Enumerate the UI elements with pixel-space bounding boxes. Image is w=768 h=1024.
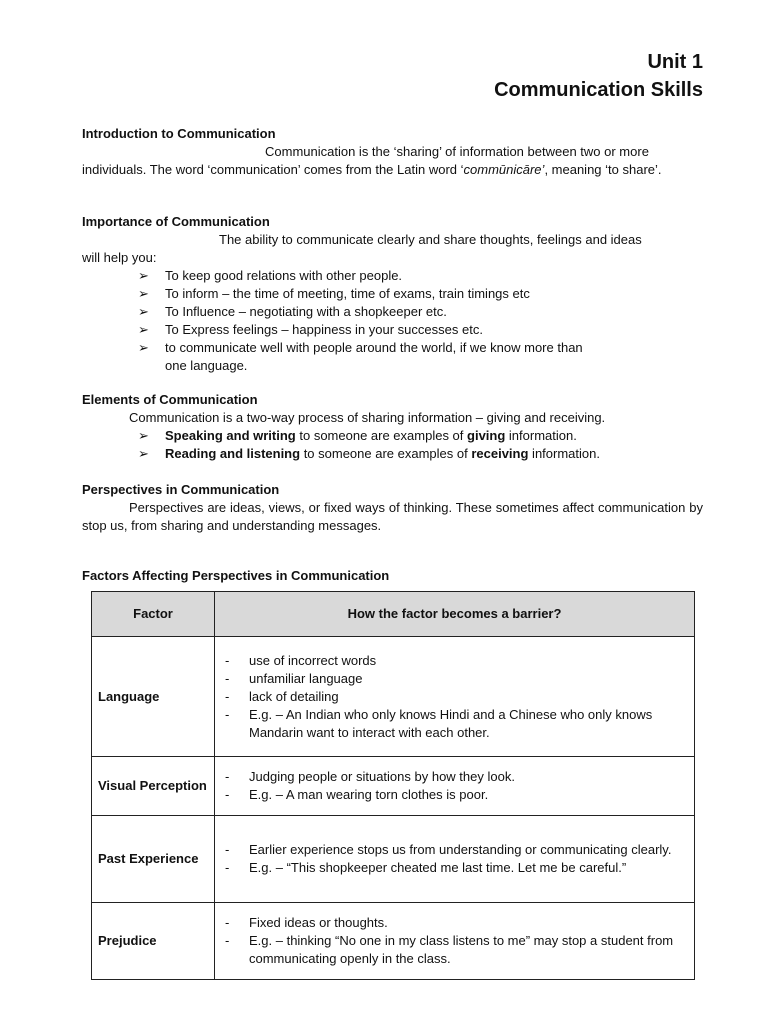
- intro-heading: Introduction to Communication: [82, 126, 276, 141]
- importance-para-line2: will help you:: [82, 250, 157, 265]
- barrier-cell: [215, 903, 695, 980]
- factors-table: [91, 591, 695, 980]
- unit-title: Communication Skills: [494, 79, 703, 101]
- arrow-bullet-icon: ➢: [138, 304, 149, 319]
- latin-word: commūnicāre’: [463, 162, 545, 177]
- header-barrier: How the factor becomes a barrier?: [215, 592, 695, 637]
- list-item: ➢ Speaking and writing to someone are examples of giving information.: [138, 428, 577, 443]
- arrow-bullet-icon: ➢: [138, 286, 149, 301]
- table-row: [92, 903, 695, 980]
- list-item: - E.g. – “This shopkeeper cheated me last time. Let me be careful.”: [225, 860, 627, 875]
- intro-section: [82, 125, 703, 179]
- intro-para-line1: Communication is the ‘sharing’ of information between two or more: [265, 144, 649, 159]
- arrow-bullet-icon: ➢: [138, 340, 149, 355]
- header-factor: Factor: [92, 592, 215, 637]
- list-item: ➢ To Influence – negotiating with a shopkeeper etc.: [138, 304, 447, 319]
- perspectives-heading: Perspectives in Communication: [82, 482, 280, 497]
- arrow-bullet-icon: ➢: [138, 268, 149, 283]
- list-item: - lack of detailing: [225, 688, 339, 704]
- factor-cell: Language: [92, 637, 215, 757]
- page-title: [494, 48, 703, 104]
- barrier-cell: [215, 816, 695, 903]
- factor-cell: Past Experience: [92, 816, 215, 903]
- arrow-bullet-icon: ➢: [138, 446, 149, 461]
- list-item: ➢ To inform – the time of meeting, time of exams, train timings etc: [138, 286, 530, 301]
- intro-text-b: , meaning ‘to share’.: [544, 162, 662, 177]
- importance-para-line1: The ability to communicate clearly and share thoughts, feelings and ideas: [219, 232, 642, 247]
- importance-section: [82, 213, 703, 375]
- factor-cell: Visual Perception: [92, 757, 215, 816]
- elements-heading: Elements of Communication: [82, 392, 258, 407]
- factors-heading: Factors Affecting Perspectives in Communication: [82, 568, 390, 583]
- intro-text-a: individuals. The word ‘communication’ comes from the Latin word ‘: [82, 162, 464, 177]
- list-item: - E.g. – thinking “No one in my class listens to me” may stop a student from communicating openly in the class.: [225, 933, 674, 966]
- list-item: - Fixed ideas or thoughts.: [225, 915, 388, 930]
- list-item: ➢ Reading and listening to someone are examples of receiving information.: [138, 446, 600, 461]
- barrier-cell: [215, 757, 695, 816]
- list-item: - Judging people or situations by how they look.: [225, 769, 515, 784]
- unit-number: Unit 1: [647, 51, 703, 73]
- factor-cell: Prejudice: [92, 903, 215, 980]
- importance-heading: Importance of Communication: [82, 214, 270, 229]
- table-row: [92, 816, 695, 903]
- table-header-row: [92, 592, 695, 637]
- table-row: [92, 757, 695, 816]
- list-item: - E.g. – A man wearing torn clothes is poor.: [225, 787, 489, 802]
- elements-section: [82, 391, 703, 463]
- list-item: - use of incorrect words: [225, 652, 377, 668]
- table-row: [92, 637, 695, 757]
- list-item: ➢ To Express feelings – happiness in your successes etc.: [138, 322, 483, 337]
- barrier-cell: [215, 637, 695, 757]
- perspectives-para: Perspectives are ideas, views, or fixed ways of thinking. These sometimes affect communication by stop us, from sharing and understanding messages.: [82, 500, 703, 533]
- elements-list: [82, 427, 703, 463]
- arrow-bullet-icon: ➢: [138, 322, 149, 337]
- perspectives-section: [82, 481, 703, 535]
- arrow-bullet-icon: ➢: [138, 428, 149, 443]
- list-item: - unfamiliar language: [225, 670, 363, 686]
- intro-para-rest: [82, 161, 703, 179]
- importance-list: [82, 267, 703, 375]
- list-item: - E.g. – An Indian who only knows Hindi and a Chinese who only knows Mandarin want to interact with each other.: [225, 706, 653, 740]
- list-item: ➢ to communicate well with people around the world, if we know more than one language.: [138, 340, 583, 373]
- list-item: ➢ To keep good relations with other people.: [138, 268, 403, 283]
- elements-para: Communication is a two-way process of sharing information – giving and receiving.: [129, 410, 606, 425]
- list-item: - Earlier experience stops us from understanding or communicating clearly.: [225, 842, 672, 857]
